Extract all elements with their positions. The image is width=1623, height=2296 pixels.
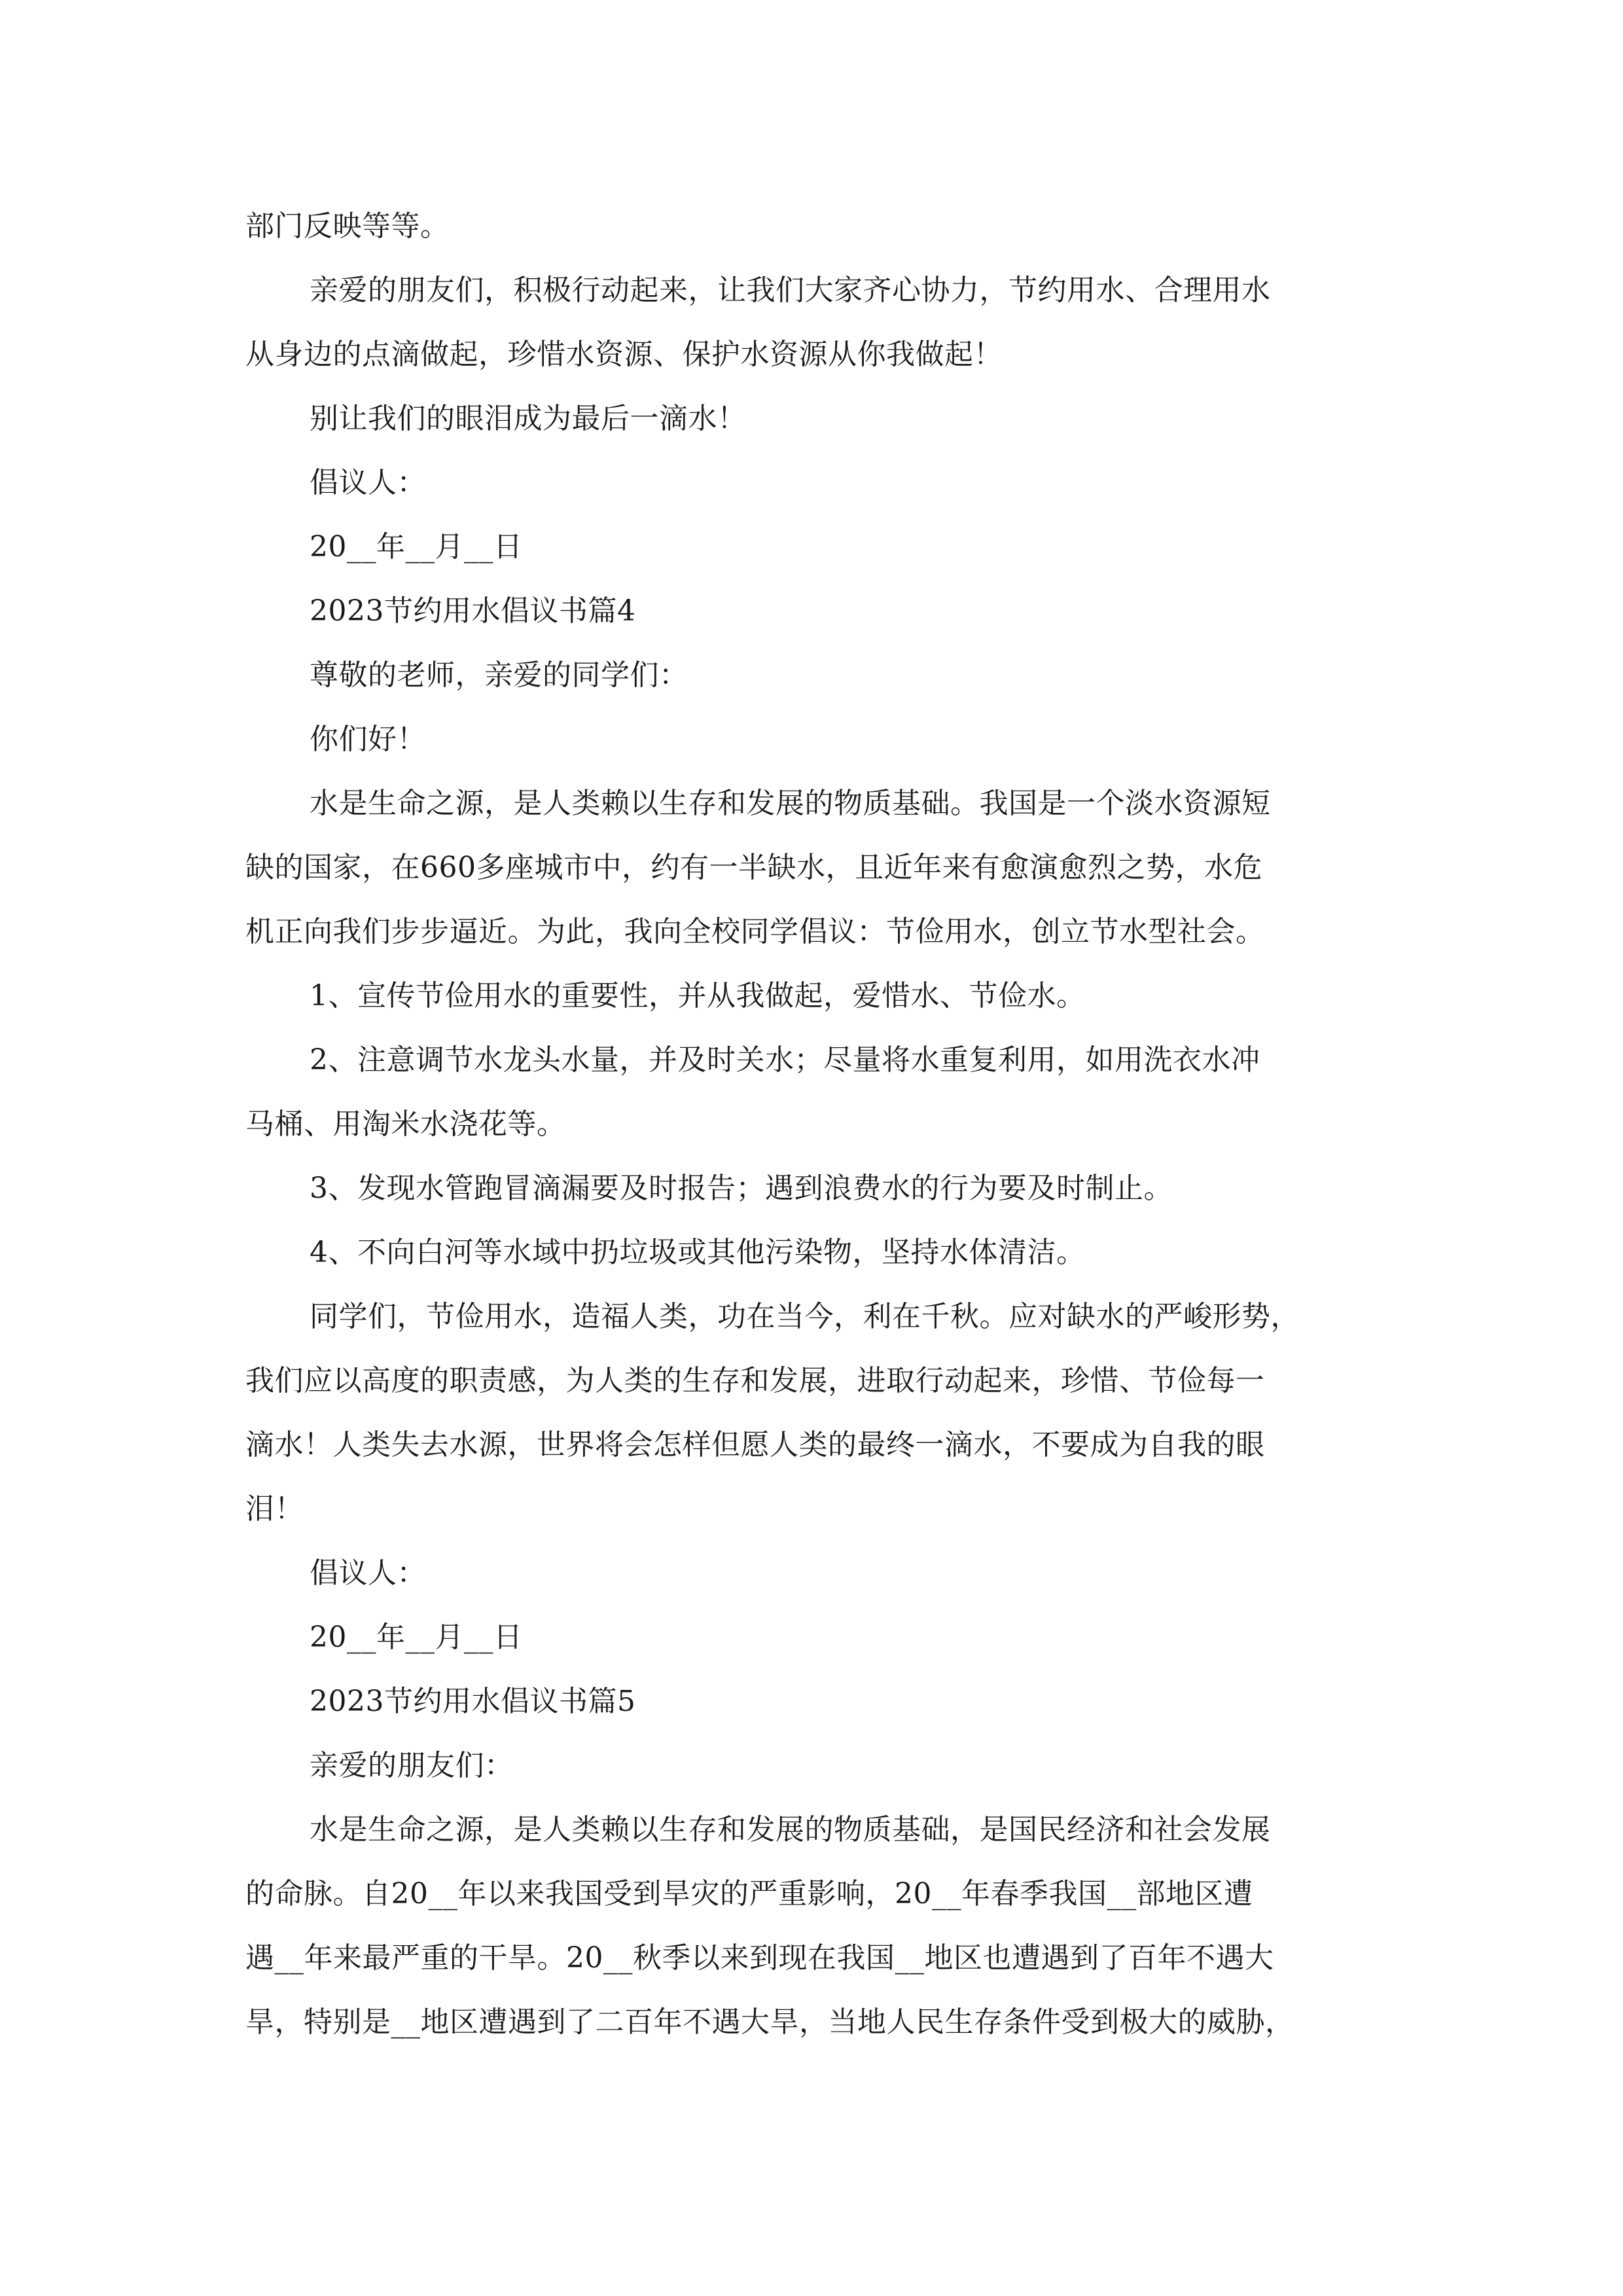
section-heading: 2023节约用水倡议书篇5 — [310, 1685, 636, 1718]
text-line: 遇__年来最严重的干旱。20__秋季以来到现在我国__地区也遭遇到了百年不遇大 — [245, 1941, 1274, 1975]
text-line: 同学们，节俭用水，造福人类，功在当今，利在千秋。应对缺水的严峻形势， — [310, 1300, 1300, 1333]
text-line: 部门反映等等。 — [245, 209, 450, 243]
text-line: 尊敬的老师，亲爱的同学们： — [310, 658, 688, 692]
text-line: 泪！ — [245, 1492, 304, 1526]
date-line: 20__年__月__日 — [310, 530, 523, 564]
text-line: 机正向我们步步逼近。为此，我向全校同学倡议：节俭用水，创立节水型社会。 — [245, 915, 1265, 948]
text-line: 滴水！人类失去水源，世界将会怎样但愿人类的最终一滴水，不要成为自我的眼 — [245, 1428, 1265, 1462]
text-line: 的命脉。自20__年以来我国受到旱灾的严重影响，20__年春季我国__部地区遭 — [245, 1877, 1253, 1910]
text-line: 倡议人： — [310, 1556, 426, 1590]
text-line: 缺的国家，在660多座城市中，约有一半缺水，且近年来有愈演愈烈之势，水危 — [245, 851, 1262, 884]
section-heading: 2023节约用水倡议书篇4 — [310, 594, 636, 628]
text-line: 从身边的点滴做起，珍惜水资源、保护水资源从你我做起！ — [245, 338, 1003, 371]
text-line: 马桶、用淘米水浇花等。 — [245, 1107, 566, 1141]
text-line: 旱，特别是__地区遭遇到了二百年不遇大旱，当地人民生存条件受到极大的威胁， — [245, 2005, 1294, 2039]
text-line: 2、注意调节水龙头水量，并及时关水；尽量将水重复利用，如用洗衣水冲 — [310, 1043, 1260, 1077]
text-line: 水是生命之源，是人类赖以生存和发展的物质基础。我国是一个淡水资源短 — [310, 787, 1271, 820]
text-line: 亲爱的朋友们，积极行动起来，让我们大家齐心协力，节约用水、合理用水 — [310, 274, 1271, 307]
text-line: 3、发现水管跑冒滴漏要及时报告；遇到浪费水的行为要及时制止。 — [310, 1172, 1173, 1205]
text-line: 1、宣传节俭用水的重要性，并从我做起，爱惜水、节俭水。 — [310, 979, 1086, 1013]
date-line: 20__年__月__日 — [310, 1621, 523, 1654]
text-line: 你们好！ — [310, 723, 426, 756]
text-line: 我们应以高度的职责感，为人类的生存和发展，进取行动起来，珍惜、节俭每一 — [245, 1364, 1265, 1397]
text-line: 亲爱的朋友们： — [310, 1749, 514, 1782]
text-line: 水是生命之源，是人类赖以生存和发展的物质基础，是国民经济和社会发展 — [310, 1813, 1271, 1846]
text-line: 别让我们的眼泪成为最后一滴水！ — [310, 402, 747, 435]
text-line: 4、不向白河等水域中扔垃圾或其他污染物，坚持水体清洁。 — [310, 1236, 1086, 1269]
text-line: 倡议人： — [310, 466, 426, 499]
